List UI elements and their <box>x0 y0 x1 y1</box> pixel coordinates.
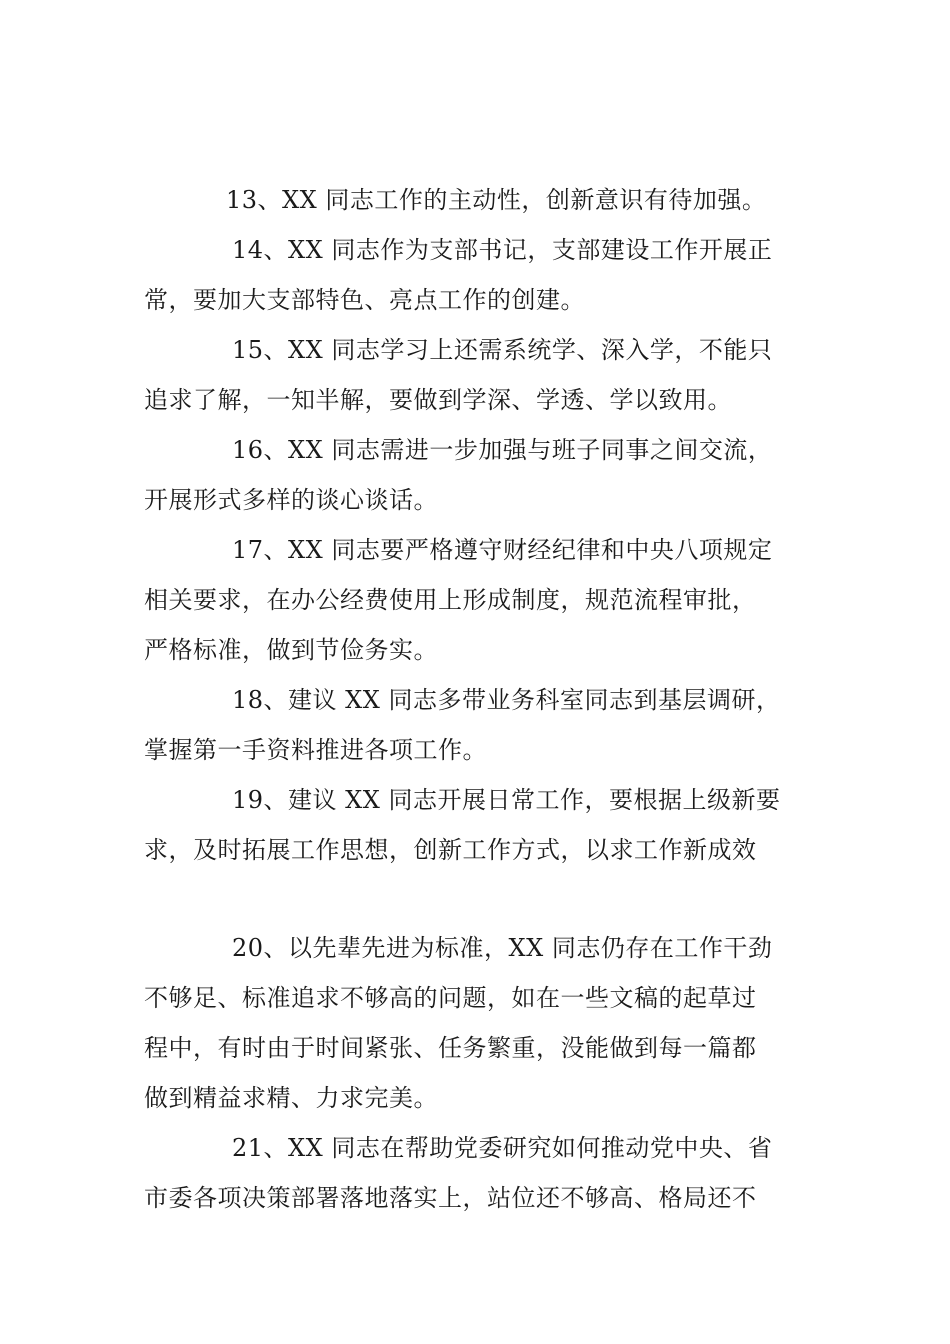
text-line-item-16-start: 16、XX 同志需进一步加强与班子同事之间交流， <box>232 436 773 464</box>
text-line-item-18-start: 18、建议 XX 同志多带业务科室同志到基层调研， <box>232 686 781 714</box>
text-line-item-21-start: 21、XX 同志在帮助党委研究如何推动党中央、省 <box>232 1134 773 1162</box>
text-line-item-18-cont: 掌握第一手资料推进各项工作。 <box>144 736 487 764</box>
text-line-item-13: 13、XX 同志工作的主动性，创新意识有待加强。 <box>226 186 767 214</box>
text-line-item-20-cont-3: 做到精益求精、力求完美。 <box>144 1084 438 1112</box>
text-line-item-17-cont-2: 严格标准，做到节俭务实。 <box>144 636 438 664</box>
text-line-item-19-cont: 求，及时拓展工作思想，创新工作方式，以求工作新成效 <box>144 836 757 864</box>
text-line-item-14-cont: 常，要加大支部特色、亮点工作的创建。 <box>144 286 585 314</box>
text-line-item-20-cont-1: 不够足、标准追求不够高的问题，如在一些文稿的起草过 <box>144 984 757 1012</box>
text-line-item-21-cont: 市委各项决策部署落地落实上，站位还不够高、格局还不 <box>144 1184 757 1212</box>
text-line-item-19-start: 19、建议 XX 同志开展日常工作，要根据上级新要 <box>232 786 781 814</box>
text-line-item-15-start: 15、XX 同志学习上还需系统学、深入学，不能只 <box>232 336 773 364</box>
text-line-item-20-start: 20、以先辈先进为标准，XX 同志仍存在工作干劲 <box>232 934 773 962</box>
text-line-item-17-start: 17、XX 同志要严格遵守财经纪律和中央八项规定 <box>232 536 773 564</box>
text-line-item-20-cont-2: 程中，有时由于时间紧张、任务繁重，没能做到每一篇都 <box>144 1034 757 1062</box>
text-line-item-14-start: 14、XX 同志作为支部书记，支部建设工作开展正 <box>232 236 773 264</box>
text-line-item-16-cont: 开展形式多样的谈心谈话。 <box>144 486 438 514</box>
text-line-item-17-cont-1: 相关要求，在办公经费使用上形成制度，规范流程审批， <box>144 586 757 614</box>
text-line-item-15-cont: 追求了解，一知半解，要做到学深、学透、学以致用。 <box>144 386 732 414</box>
